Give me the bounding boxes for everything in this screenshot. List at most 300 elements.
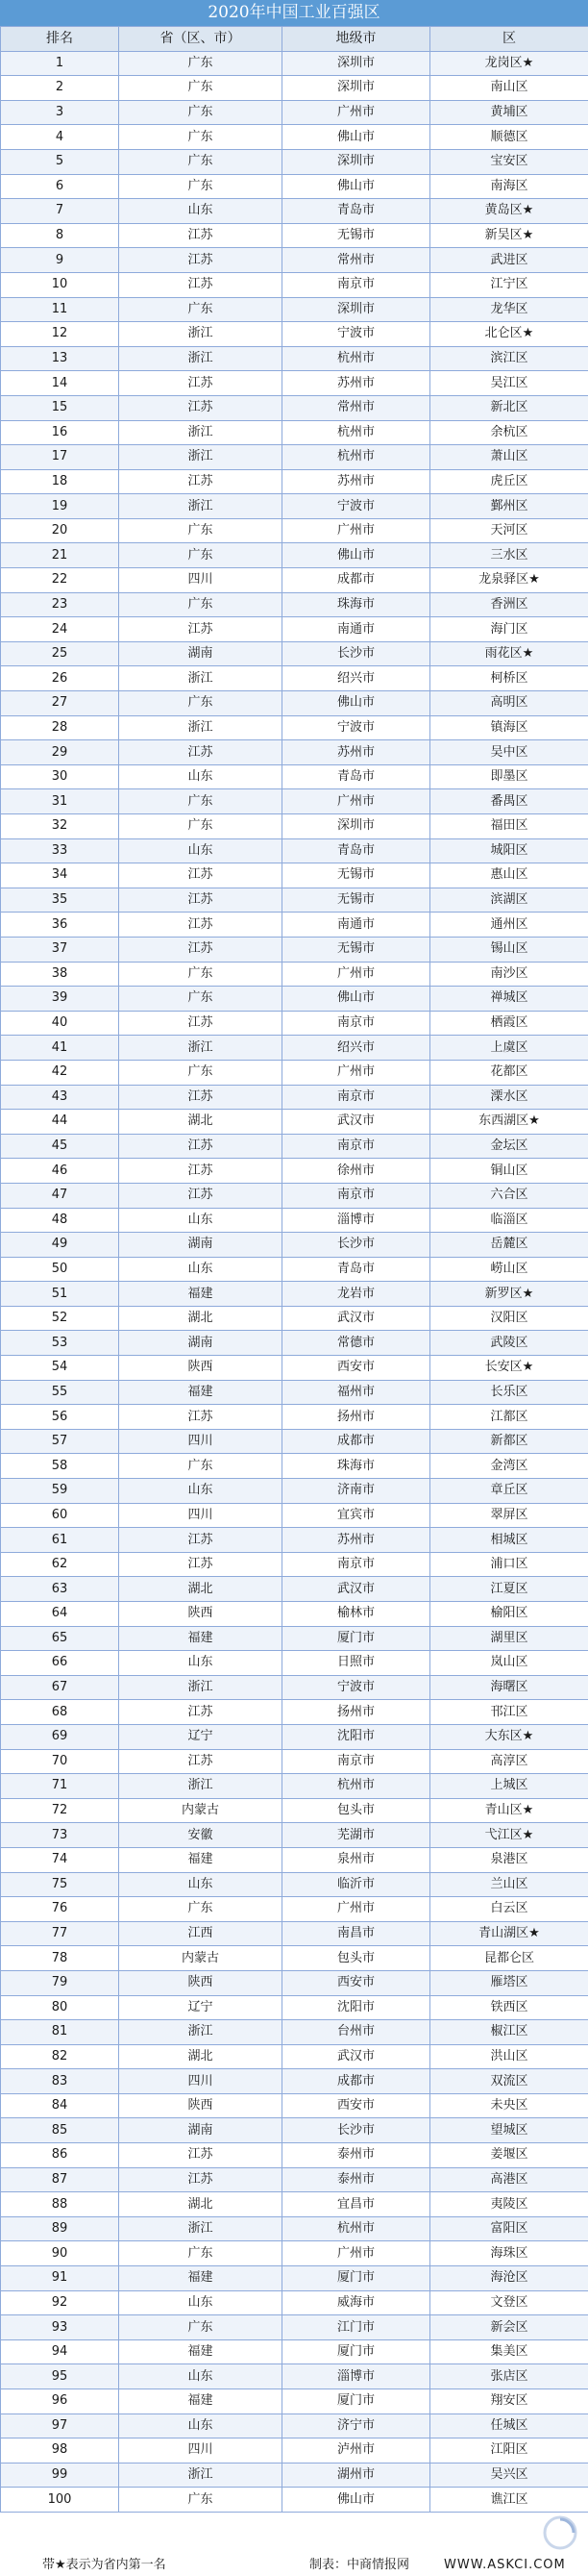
table-row <box>1 987 588 1012</box>
table-row <box>1 2167 588 2192</box>
province-cell: 山东 <box>119 1208 282 1233</box>
city-cell: 南京市 <box>282 1183 430 1208</box>
district-cell: 六合区 <box>430 1183 588 1208</box>
city-cell: 日照市 <box>282 1651 430 1676</box>
table-row <box>1 2020 588 2045</box>
district-cell: 黄岛区★ <box>430 199 588 224</box>
province-cell: 江苏 <box>119 1085 282 1110</box>
district-cell: 海曙区 <box>430 1675 588 1700</box>
rank-cell: 74 <box>1 1847 119 1872</box>
city-cell: 沈阳市 <box>282 1995 430 2020</box>
district-cell: 吴中区 <box>430 740 588 765</box>
table-row <box>1 100 588 125</box>
rank-cell: 27 <box>1 691 119 716</box>
rank-cell: 92 <box>1 2290 119 2315</box>
province-cell: 陕西 <box>119 1602 282 1627</box>
rank-cell: 97 <box>1 2413 119 2438</box>
table-row <box>1 2069 588 2094</box>
rank-cell: 65 <box>1 1626 119 1651</box>
rank-cell: 42 <box>1 1060 119 1085</box>
province-cell: 陕西 <box>119 2093 282 2118</box>
table-row <box>1 1724 588 1749</box>
rank-cell: 67 <box>1 1675 119 1700</box>
city-cell: 徐州市 <box>282 1159 430 1184</box>
rank-cell: 58 <box>1 1454 119 1479</box>
district-cell: 谯江区 <box>430 2488 588 2513</box>
district-cell: 浦口区 <box>430 1552 588 1577</box>
district-cell: 崂山区 <box>430 1257 588 1282</box>
table-row <box>1 1331 588 1356</box>
city-cell: 苏州市 <box>282 371 430 396</box>
table-row <box>1 1380 588 1405</box>
city-cell: 珠海市 <box>282 592 430 617</box>
rank-cell: 38 <box>1 962 119 987</box>
rank-cell: 34 <box>1 863 119 888</box>
table-row <box>1 715 588 740</box>
city-cell: 武汉市 <box>282 1110 430 1135</box>
district-cell: 吴兴区 <box>430 2463 588 2488</box>
province-cell: 辽宁 <box>119 1724 282 1749</box>
city-cell: 扬州市 <box>282 1700 430 1725</box>
district-cell: 高淳区 <box>430 1749 588 1774</box>
table-row <box>1 1700 588 1725</box>
district-cell: 虎丘区 <box>430 469 588 494</box>
header-row <box>1 27 588 52</box>
rank-cell: 45 <box>1 1134 119 1159</box>
table-title: 2020年中国工业百强区 <box>0 0 588 26</box>
rank-cell: 82 <box>1 2044 119 2069</box>
table-row <box>1 1233 588 1258</box>
province-cell: 江苏 <box>119 740 282 765</box>
table-row <box>1 962 588 987</box>
city-cell: 佛山市 <box>282 174 430 199</box>
watermark-logo-icon <box>542 2514 578 2551</box>
rank-cell: 5 <box>1 149 119 174</box>
city-cell: 泸州市 <box>282 2438 430 2463</box>
city-cell: 长沙市 <box>282 641 430 666</box>
city-cell: 武汉市 <box>282 2044 430 2069</box>
city-cell: 成都市 <box>282 1429 430 1454</box>
rank-cell: 26 <box>1 666 119 691</box>
district-cell: 锡山区 <box>430 937 588 962</box>
city-cell: 沈阳市 <box>282 1724 430 1749</box>
province-cell: 浙江 <box>119 445 282 470</box>
table-row <box>1 2241 588 2266</box>
district-cell: 雁塔区 <box>430 1970 588 1995</box>
district-cell: 集美区 <box>430 2339 588 2364</box>
province-cell: 浙江 <box>119 494 282 519</box>
province-cell: 广东 <box>119 2241 282 2266</box>
table-row <box>1 1577 588 1602</box>
rank-cell: 3 <box>1 100 119 125</box>
rank-cell: 8 <box>1 223 119 248</box>
city-cell: 泉州市 <box>282 1847 430 1872</box>
district-cell: 岚山区 <box>430 1651 588 1676</box>
rank-cell: 63 <box>1 1577 119 1602</box>
rank-cell: 86 <box>1 2143 119 2168</box>
table-row <box>1 913 588 938</box>
province-cell: 广东 <box>119 691 282 716</box>
district-cell: 兰山区 <box>430 1872 588 1897</box>
province-cell: 广东 <box>119 814 282 839</box>
rank-cell: 40 <box>1 1011 119 1036</box>
city-cell: 常州市 <box>282 248 430 273</box>
table-row <box>1 1749 588 1774</box>
table-row <box>1 125 588 150</box>
rank-cell: 11 <box>1 297 119 322</box>
rank-cell: 72 <box>1 1798 119 1823</box>
city-cell: 南京市 <box>282 1085 430 1110</box>
rank-cell: 7 <box>1 199 119 224</box>
city-cell: 西安市 <box>282 2093 430 2118</box>
table-row <box>1 2266 588 2291</box>
province-cell: 江苏 <box>119 617 282 642</box>
city-cell: 包头市 <box>282 1946 430 1971</box>
table-row <box>1 1454 588 1479</box>
table-row <box>1 789 588 814</box>
district-cell: 相城区 <box>430 1528 588 1553</box>
table-row <box>1 2143 588 2168</box>
province-cell: 江苏 <box>119 2167 282 2192</box>
district-cell: 长乐区 <box>430 1380 588 1405</box>
table-row <box>1 1159 588 1184</box>
table-row <box>1 2364 588 2389</box>
table-row <box>1 51 588 76</box>
province-cell: 湖北 <box>119 1306 282 1331</box>
province-cell: 湖北 <box>119 2192 282 2217</box>
table-row <box>1 1282 588 1307</box>
district-cell: 新都区 <box>430 1429 588 1454</box>
district-cell: 章丘区 <box>430 1479 588 1504</box>
rank-cell: 50 <box>1 1257 119 1282</box>
district-cell: 江都区 <box>430 1405 588 1430</box>
district-cell: 富阳区 <box>430 2216 588 2241</box>
district-cell: 禅城区 <box>430 987 588 1012</box>
district-cell: 上城区 <box>430 1774 588 1799</box>
province-cell: 广东 <box>119 789 282 814</box>
table-row <box>1 1970 588 1995</box>
province-cell: 福建 <box>119 1380 282 1405</box>
rank-cell: 88 <box>1 2192 119 2217</box>
city-cell: 佛山市 <box>282 987 430 1012</box>
city-cell: 宁波市 <box>282 494 430 519</box>
province-cell: 内蒙古 <box>119 1798 282 1823</box>
city-cell: 西安市 <box>282 1970 430 1995</box>
rank-cell: 84 <box>1 2093 119 2118</box>
district-cell: 海珠区 <box>430 2241 588 2266</box>
district-cell: 新会区 <box>430 2315 588 2340</box>
rank-cell: 83 <box>1 2069 119 2094</box>
table-row <box>1 1036 588 1061</box>
province-cell: 辽宁 <box>119 1995 282 2020</box>
rank-cell: 44 <box>1 1110 119 1135</box>
ranking-table <box>0 26 588 2513</box>
province-cell: 广东 <box>119 149 282 174</box>
city-cell: 深圳市 <box>282 814 430 839</box>
province-cell: 浙江 <box>119 2463 282 2488</box>
city-cell: 青岛市 <box>282 1257 430 1282</box>
rank-cell: 94 <box>1 2339 119 2364</box>
city-cell: 长沙市 <box>282 2118 430 2143</box>
district-cell: 大东区★ <box>430 1724 588 1749</box>
table-row <box>1 149 588 174</box>
table-row <box>1 2192 588 2217</box>
rank-cell: 12 <box>1 322 119 347</box>
table-row <box>1 1479 588 1504</box>
table-row <box>1 2290 588 2315</box>
rank-cell: 31 <box>1 789 119 814</box>
district-cell: 泉港区 <box>430 1847 588 1872</box>
city-cell: 临沂市 <box>282 1872 430 1897</box>
rank-cell: 36 <box>1 913 119 938</box>
table-row <box>1 1405 588 1430</box>
city-cell: 长沙市 <box>282 1233 430 1258</box>
rank-cell: 10 <box>1 272 119 297</box>
city-cell: 扬州市 <box>282 1405 430 1430</box>
district-cell: 洪山区 <box>430 2044 588 2069</box>
city-cell: 青岛市 <box>282 838 430 863</box>
city-cell: 苏州市 <box>282 469 430 494</box>
city-cell: 常德市 <box>282 1331 430 1356</box>
table-row <box>1 199 588 224</box>
city-cell: 无锡市 <box>282 863 430 888</box>
city-cell: 广州市 <box>282 1897 430 1922</box>
province-cell: 广东 <box>119 543 282 568</box>
district-cell: 香洲区 <box>430 592 588 617</box>
district-cell: 龙泉驿区★ <box>430 568 588 593</box>
city-cell: 广州市 <box>282 789 430 814</box>
city-cell: 深圳市 <box>282 297 430 322</box>
table-row <box>1 568 588 593</box>
district-cell: 吴江区 <box>430 371 588 396</box>
table-row <box>1 1134 588 1159</box>
province-cell: 四川 <box>119 2069 282 2094</box>
province-cell: 江苏 <box>119 913 282 938</box>
district-cell: 夷陵区 <box>430 2192 588 2217</box>
province-cell: 陕西 <box>119 1356 282 1381</box>
city-cell: 广州市 <box>282 2241 430 2266</box>
city-cell: 厦门市 <box>282 2389 430 2414</box>
district-cell: 三水区 <box>430 543 588 568</box>
province-cell: 湖南 <box>119 641 282 666</box>
table-row <box>1 1921 588 1946</box>
district-cell: 长安区★ <box>430 1356 588 1381</box>
table-row <box>1 1356 588 1381</box>
table-row <box>1 469 588 494</box>
city-cell: 深圳市 <box>282 51 430 76</box>
table-row <box>1 1011 588 1036</box>
city-cell: 南京市 <box>282 1552 430 1577</box>
rank-cell: 22 <box>1 568 119 593</box>
rank-cell: 25 <box>1 641 119 666</box>
province-cell: 山东 <box>119 2413 282 2438</box>
rank-cell: 29 <box>1 740 119 765</box>
district-cell: 新罗区★ <box>430 1282 588 1307</box>
city-cell: 绍兴市 <box>282 666 430 691</box>
rank-cell: 89 <box>1 2216 119 2241</box>
district-cell: 双流区 <box>430 2069 588 2094</box>
district-cell: 龙岗区★ <box>430 51 588 76</box>
province-cell: 山东 <box>119 2364 282 2389</box>
province-cell: 陕西 <box>119 1970 282 1995</box>
district-cell: 白云区 <box>430 1897 588 1922</box>
rank-cell: 1 <box>1 51 119 76</box>
district-cell: 滨湖区 <box>430 888 588 913</box>
district-cell: 铁西区 <box>430 1995 588 2020</box>
rank-cell: 73 <box>1 1823 119 1848</box>
rank-cell: 53 <box>1 1331 119 1356</box>
city-cell: 绍兴市 <box>282 1036 430 1061</box>
rank-cell: 47 <box>1 1183 119 1208</box>
city-cell: 南京市 <box>282 1134 430 1159</box>
table-row <box>1 1675 588 1700</box>
city-cell: 济南市 <box>282 1479 430 1504</box>
city-cell: 威海市 <box>282 2290 430 2315</box>
rank-cell: 78 <box>1 1946 119 1971</box>
province-cell: 福建 <box>119 1847 282 1872</box>
rank-cell: 49 <box>1 1233 119 1258</box>
header-district: 区 <box>430 27 588 52</box>
rank-cell: 76 <box>1 1897 119 1922</box>
city-cell: 龙岩市 <box>282 1282 430 1307</box>
province-cell: 四川 <box>119 1429 282 1454</box>
province-cell: 广东 <box>119 174 282 199</box>
rank-cell: 6 <box>1 174 119 199</box>
city-cell: 芜湖市 <box>282 1823 430 1848</box>
city-cell: 湖州市 <box>282 2463 430 2488</box>
table-row <box>1 1503 588 1528</box>
province-cell: 江苏 <box>119 1134 282 1159</box>
district-cell: 铜山区 <box>430 1159 588 1184</box>
city-cell: 深圳市 <box>282 149 430 174</box>
city-cell: 佛山市 <box>282 543 430 568</box>
city-cell: 深圳市 <box>282 76 430 101</box>
city-cell: 广州市 <box>282 100 430 125</box>
district-cell: 江夏区 <box>430 1577 588 1602</box>
table-row <box>1 2339 588 2364</box>
city-cell: 无锡市 <box>282 888 430 913</box>
rank-cell: 28 <box>1 715 119 740</box>
table-row <box>1 174 588 199</box>
table-row <box>1 1651 588 1676</box>
city-cell: 佛山市 <box>282 125 430 150</box>
table-row <box>1 543 588 568</box>
district-cell: 新北区 <box>430 395 588 420</box>
city-cell: 杭州市 <box>282 420 430 445</box>
rank-cell: 90 <box>1 2241 119 2266</box>
rank-cell: 59 <box>1 1479 119 1504</box>
province-cell: 广东 <box>119 125 282 150</box>
province-cell: 广东 <box>119 1897 282 1922</box>
province-cell: 湖南 <box>119 2118 282 2143</box>
rank-cell: 33 <box>1 838 119 863</box>
footnote: 带★表示为省内第一名 <box>42 2558 166 2572</box>
table-row <box>1 1110 588 1135</box>
district-cell: 榆阳区 <box>430 1602 588 1627</box>
province-cell: 江苏 <box>119 223 282 248</box>
district-cell: 栖霞区 <box>430 1011 588 1036</box>
table-row <box>1 2463 588 2488</box>
district-cell: 张店区 <box>430 2364 588 2389</box>
table-row <box>1 2389 588 2414</box>
table-row <box>1 1257 588 1282</box>
province-cell: 山东 <box>119 838 282 863</box>
district-cell: 昆都仑区 <box>430 1946 588 1971</box>
rank-cell: 39 <box>1 987 119 1012</box>
district-cell: 望城区 <box>430 2118 588 2143</box>
table-row <box>1 2093 588 2118</box>
table-row <box>1 1626 588 1651</box>
district-cell: 高港区 <box>430 2167 588 2192</box>
rank-cell: 16 <box>1 420 119 445</box>
district-cell: 龙华区 <box>430 297 588 322</box>
table-row <box>1 223 588 248</box>
province-cell: 江苏 <box>119 469 282 494</box>
rank-cell: 37 <box>1 937 119 962</box>
district-cell: 东西湖区★ <box>430 1110 588 1135</box>
rank-cell: 80 <box>1 1995 119 2020</box>
province-cell: 广东 <box>119 1454 282 1479</box>
rank-cell: 93 <box>1 2315 119 2340</box>
table-row <box>1 888 588 913</box>
city-cell: 厦门市 <box>282 2339 430 2364</box>
city-cell: 宜昌市 <box>282 2192 430 2217</box>
province-cell: 山东 <box>119 1479 282 1504</box>
district-cell: 城阳区 <box>430 838 588 863</box>
province-cell: 湖南 <box>119 1233 282 1258</box>
province-cell: 江苏 <box>119 1700 282 1725</box>
district-cell: 未央区 <box>430 2093 588 2118</box>
city-cell: 淄博市 <box>282 2364 430 2389</box>
district-cell: 武进区 <box>430 248 588 273</box>
province-cell: 浙江 <box>119 715 282 740</box>
province-cell: 浙江 <box>119 420 282 445</box>
rank-cell: 60 <box>1 1503 119 1528</box>
table-body <box>1 51 588 2512</box>
rank-cell: 14 <box>1 371 119 396</box>
city-cell: 宁波市 <box>282 715 430 740</box>
city-cell: 福州市 <box>282 1380 430 1405</box>
header-city: 地级市 <box>282 27 430 52</box>
district-cell: 新吴区★ <box>430 223 588 248</box>
province-cell: 福建 <box>119 2389 282 2414</box>
province-cell: 广东 <box>119 962 282 987</box>
rank-cell: 55 <box>1 1380 119 1405</box>
table-row <box>1 863 588 888</box>
city-cell: 杭州市 <box>282 1774 430 1799</box>
district-cell: 海门区 <box>430 617 588 642</box>
city-cell: 武汉市 <box>282 1577 430 1602</box>
province-cell: 江苏 <box>119 1011 282 1036</box>
district-cell: 天河区 <box>430 518 588 543</box>
district-cell: 弋江区★ <box>430 1823 588 1848</box>
rank-cell: 30 <box>1 764 119 789</box>
province-cell: 江苏 <box>119 888 282 913</box>
rank-cell: 18 <box>1 469 119 494</box>
district-cell: 金坛区 <box>430 1134 588 1159</box>
table-row <box>1 494 588 519</box>
city-cell: 济宁市 <box>282 2413 430 2438</box>
province-cell: 江苏 <box>119 248 282 273</box>
province-cell: 安徽 <box>119 1823 282 1848</box>
district-cell: 高明区 <box>430 691 588 716</box>
province-cell: 广东 <box>119 2488 282 2513</box>
city-cell: 成都市 <box>282 568 430 593</box>
province-cell: 福建 <box>119 2266 282 2291</box>
city-cell: 淄博市 <box>282 1208 430 1233</box>
rank-cell: 81 <box>1 2020 119 2045</box>
province-cell: 山东 <box>119 2290 282 2315</box>
